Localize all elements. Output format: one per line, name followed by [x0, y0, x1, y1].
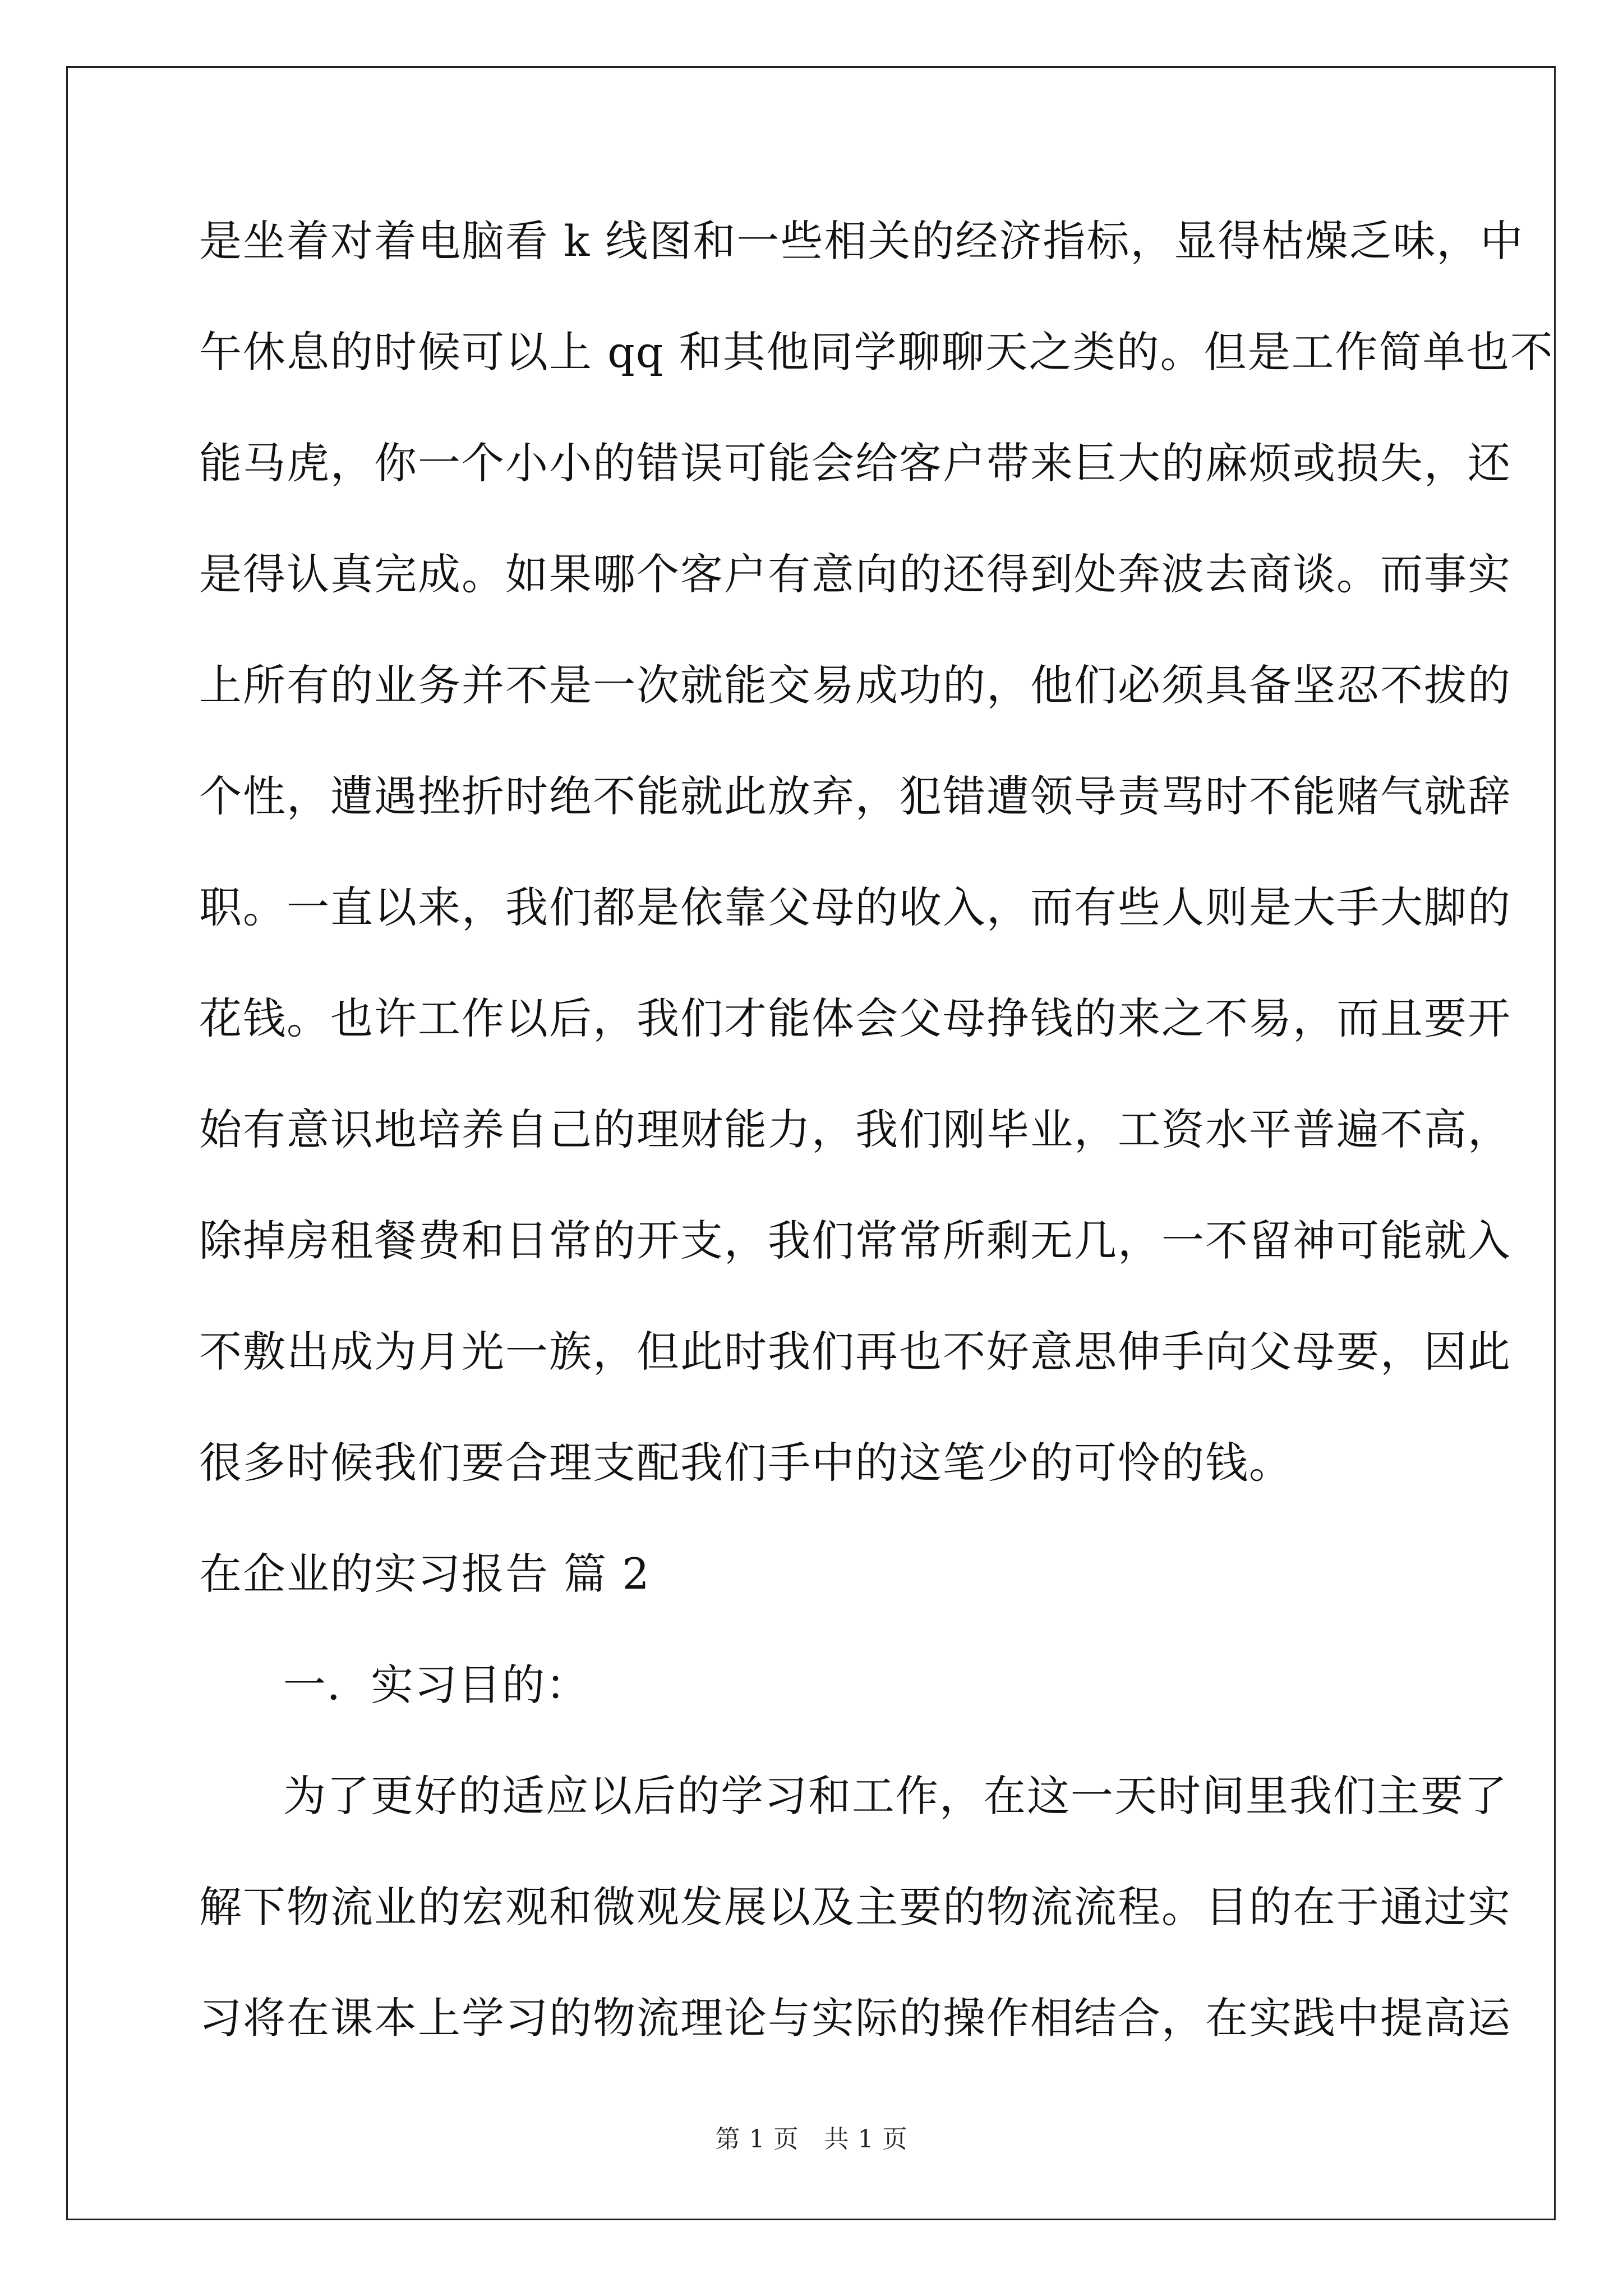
paragraph-line: 职。一直以来，我们都是依靠父母的收入，而有些人则是大手大脚的 — [199, 882, 1511, 932]
paragraph-line: 解下物流业的宏观和微观发展以及主要的物流流程。目的在于通过实 — [199, 1882, 1511, 1932]
paragraph-line: 除掉房租餐费和日常的开支，我们常常所剩无几，一不留神可能就入 — [199, 1216, 1511, 1266]
paragraph-line: 上所有的业务并不是一次就能交易成功的，他们必须具备坚忍不拔的 — [199, 660, 1511, 710]
paragraph-line: 花钱。也许工作以后，我们才能体会父母挣钱的来之不易，而且要开 — [199, 993, 1511, 1043]
paragraph-line: 能马虎，你一个小小的错误可能会给客户带来巨大的麻烦或损失，还 — [199, 438, 1511, 488]
paragraph-line: 始有意识地培养自己的理财能力，我们刚毕业，工资水平普遍不高， — [199, 1105, 1511, 1154]
paragraph-line: 午休息的时候可以上 qq 和其他同学聊聊天之类的。但是工作简单也不 — [199, 327, 1554, 377]
section-heading: 在企业的实习报告 篇 2 — [199, 1549, 651, 1599]
paragraph-line: 是得认真完成。如果哪个客户有意向的还得到处奔波去商谈。而事实 — [199, 549, 1511, 599]
paragraph-line: 习将在课本上学习的物流理论与实际的操作相结合，在实践中提高运 — [199, 1993, 1511, 2043]
paragraph-line: 很多时候我们要合理支配我们手中的这笔少的可怜的钱。 — [199, 1438, 1293, 1488]
page-footer: 第 1 页 共 1 页 — [715, 2125, 908, 2154]
paragraph-line: 不敷出成为月光一族，但此时我们再也不好意思伸手向父母要，因此 — [199, 1327, 1511, 1377]
paragraph-line: 为了更好的适应以后的学习和工作，在这一天时间里我们主要了 — [283, 1771, 1508, 1821]
paragraph-line: 是坐着对着电脑看 k 线图和一些相关的经济指标，显得枯燥乏味，中 — [199, 216, 1524, 266]
subsection-heading: 一．实习目的： — [283, 1660, 589, 1710]
paragraph-line: 个性，遭遇挫折时绝不能就此放弃，犯错遭领导责骂时不能赌气就辞 — [199, 771, 1511, 821]
